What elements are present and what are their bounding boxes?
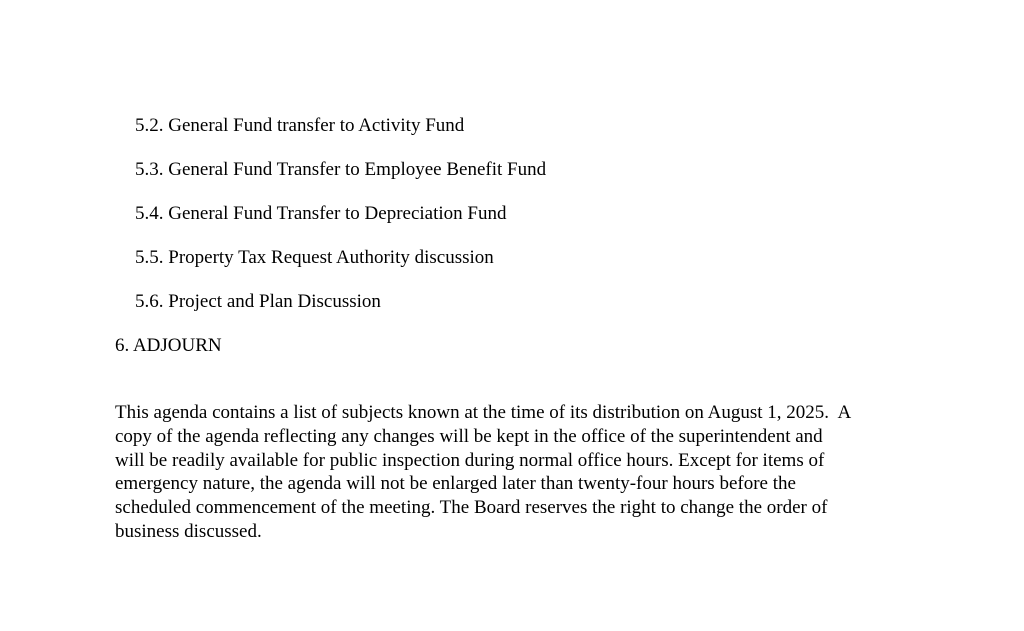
agenda-item-5-6: 5.6. Project and Plan Discussion [135,291,381,312]
notice-line: This agenda contains a list of subjects known at the time of its distribution on August 1, 2025. A [115,402,852,423]
notice-line: business discussed. [115,520,262,542]
notice-line: copy of the agenda reflecting any changes will be kept in the office of the superintendent and [115,425,823,447]
agenda-notice-paragraph [115,401,851,544]
agenda-item-5-4: 5.4. General Fund Transfer to Depreciation Fund [135,203,507,224]
agenda-item-adjourn: 6. ADJOURN [115,335,222,356]
notice-line: emergency nature, the agenda will not be enlarged later than twenty-four hours before the [115,473,796,495]
agenda-item-5-5: 5.5. Property Tax Request Authority discussion [135,247,494,268]
agenda-item-5-3: 5.3. General Fund Transfer to Employee Benefit Fund [135,159,547,180]
agenda-item-5-2: 5.2. General Fund transfer to Activity Fund [135,115,465,136]
notice-line: scheduled commencement of the meeting. The Board reserves the right to change the order of [115,497,828,519]
notice-line: will be readily available for public inspection during normal office hours. Except for items of [115,449,825,471]
